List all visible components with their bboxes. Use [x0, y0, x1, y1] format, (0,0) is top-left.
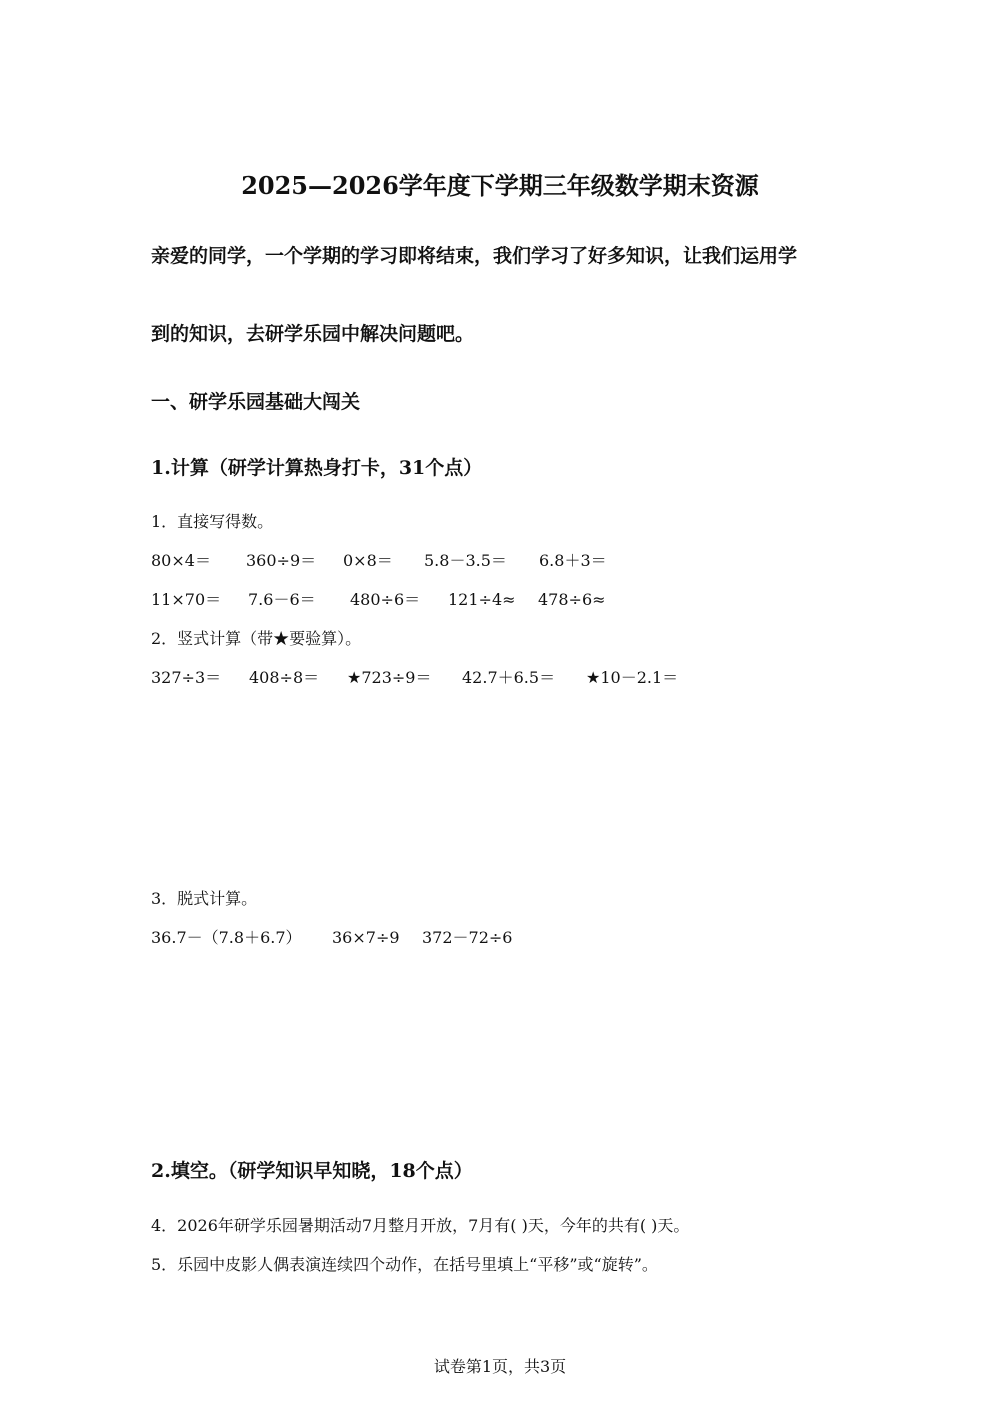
page-title: 2025—2026学年度下学期三年级数学期末资源: [241, 171, 759, 200]
problem-item: 42.7＋6.5＝: [462, 668, 556, 687]
problem-item: ★10－2.1＝: [586, 668, 679, 687]
problem-item: 480÷6＝: [350, 590, 421, 609]
intro-line-2: 到的知识，去研学乐园中解决问题吧。: [151, 323, 475, 345]
problem-item: 36×7÷9: [332, 928, 400, 947]
problem-item: ★723÷9＝: [347, 668, 432, 687]
vertical-calc-row: [151, 667, 851, 689]
question-2-label: 2．竖式计算（带★要验算）。: [151, 629, 362, 648]
question-5: 5．乐园中皮影人偶表演连续四个动作，在括号里填上“平移”或“旋转”。: [151, 1255, 658, 1274]
problem-item: 7.6－6＝: [248, 590, 316, 609]
problem-item: 0×8＝: [343, 551, 393, 570]
calc-section-heading: 1.计算（研学计算热身打卡，31个点）: [151, 457, 483, 479]
question-3-label: 3．脱式计算。: [151, 889, 258, 908]
intro-line-1: 亲爱的同学，一个学期的学习即将结束，我们学习了好多知识，让我们运用学: [151, 245, 798, 267]
problem-item: 5.8－3.5＝: [424, 551, 507, 570]
question-4: 4．2026年研学乐园暑期活动7月整月开放，7月有( )天，今年的共有( )天。: [151, 1216, 690, 1235]
problem-item: 327÷3＝: [151, 668, 222, 687]
page-footer: 试卷第1页，共3页: [433, 1357, 567, 1376]
problem-item: 478÷6≈: [538, 590, 606, 609]
fill-section-heading: 2.填空。（研学知识早知晓，18个点）: [151, 1160, 473, 1182]
problem-item: 11×70＝: [151, 590, 222, 609]
problem-item: 360÷9＝: [246, 551, 317, 570]
problem-item: 36.7－（7.8＋6.7）: [151, 928, 302, 947]
question-1-label: 1．直接写得数。: [151, 512, 274, 531]
problem-item: 372－72÷6: [422, 928, 513, 947]
problem-item: 121÷4≈: [448, 590, 516, 609]
problem-item: 80×4＝: [151, 551, 211, 570]
problem-item: 6.8＋3＝: [539, 551, 607, 570]
oral-calc-row-1: [151, 550, 851, 572]
oral-calc-row-2: [151, 589, 851, 611]
problem-item: 408÷8＝: [249, 668, 320, 687]
part1-heading: 一、研学乐园基础大闯关: [151, 391, 361, 413]
stepwise-calc-row: [151, 927, 851, 949]
